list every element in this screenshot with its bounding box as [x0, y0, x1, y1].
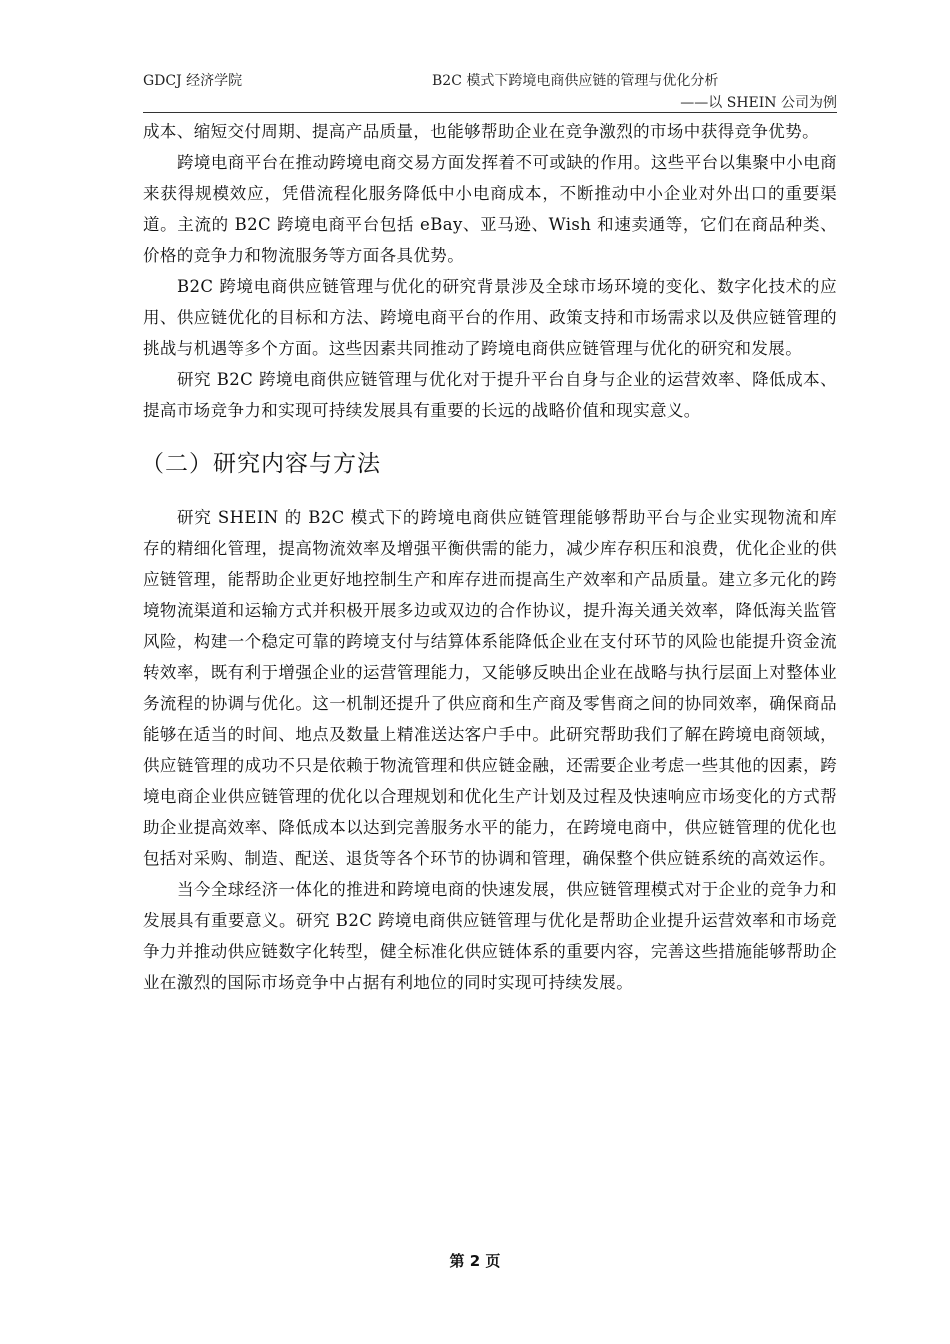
paragraph: 跨境电商平台在推动跨境电商交易方面发挥着不可或缺的作用。这些平台以集聚中小电商来获得规模效应，凭借流程化服务降低中小电商成本，不断推动中小企业对外出口的重要渠道。主流的 B2C 跨境电商平台包括 eBay、亚马逊、Wish 和速卖通等，它们在商品种类、价格的竞争力和物流服务等方面各具优势。 — [143, 153, 837, 265]
section-heading: （二）研究内容与方法 — [141, 451, 381, 477]
paragraph: 当今全球经济一体化的推进和跨境电商的快速发展，供应链管理模式对于企业的竞争力和发展具有重要意义。研究 B2C 跨境电商供应链管理与优化是帮助企业提升运营效率和市场竞争力并推动供应链数字化转型，健全标准化供应链体系的重要内容，完善这些措施能够帮助企业在激烈的国际市场竞争中占据有利地位的同时实现可持续发展。 — [143, 880, 837, 992]
paragraph: B2C 跨境电商供应链管理与优化的研究背景涉及全球市场环境的变化、数字化技术的应用、供应链优化的目标和方法、跨境电商平台的作用、政策支持和市场需求以及供应链管理的挑战与机遇等多个方面。这些因素共同推动了跨境电商供应链管理与优化的研究和发展。 — [143, 277, 837, 358]
header-subtitle: ——以 SHEIN 公司为例 — [680, 95, 837, 111]
page-number: 第 2 页 — [449, 1252, 501, 1270]
paragraph-continuation: 成本、缩短交付周期、提高产品质量，也能够帮助企业在竞争激烈的市场中获得竞争优势。 — [143, 122, 819, 141]
header-rule — [143, 112, 837, 113]
header-title: B2C 模式下跨境电商供应链的管理与优化分析 — [432, 73, 719, 89]
page-body — [143, 116, 837, 998]
page-header — [143, 64, 837, 114]
header-school: GDCJ 经济学院 — [143, 73, 243, 89]
paragraph: 研究 B2C 跨境电商供应链管理与优化对于提升平台自身与企业的运营效率、降低成本、提高市场竞争力和实现可持续发展具有重要的长远的战略价值和现实意义。 — [143, 370, 837, 420]
paragraph: 研究 SHEIN 的 B2C 模式下的跨境电商供应链管理能够帮助平台与企业实现物流和库存的精细化管理，提高物流效率及增强平衡供需的能力，减少库存积压和浪费，优化企业的供应链管理，能帮助企业更好地控制生产和库存进而提高生产效率和产品质量。建立多元化的跨境物流渠道和运输方式并积极开展多边或双边的合作协议，提升海关通关效率，降低海关监管风险，构建一个稳定可靠的跨境支付与结算体系能降低企业在支付环节的风险也能提升资金流转效率，既有利于增强企业的运营管理能力，又能够反映出企业在战略与执行层面上对整体业务流程的协调与优化。这一机制还提升了供应商和生产商及零售商之间的协同效率，确保商品能够在适当的时间、地点及数量上精准送达客户手中。此研究帮助我们了解在跨境电商领域，供应链管理的成功不只是依赖于物流管理和供应链金融，还需要企业考虑一些其他的因素，跨境电商企业供应链管理的优化以合理规划和优化生产计划及过程及快速响应市场变化的方式帮助企业提高效率、降低成本以达到完善服务水平的能力，在跨境电商中，供应链管理的优化也包括对采购、制造、配送、退货等各个环节的协调和管理，确保整个供应链系统的高效运作。 — [143, 508, 837, 868]
